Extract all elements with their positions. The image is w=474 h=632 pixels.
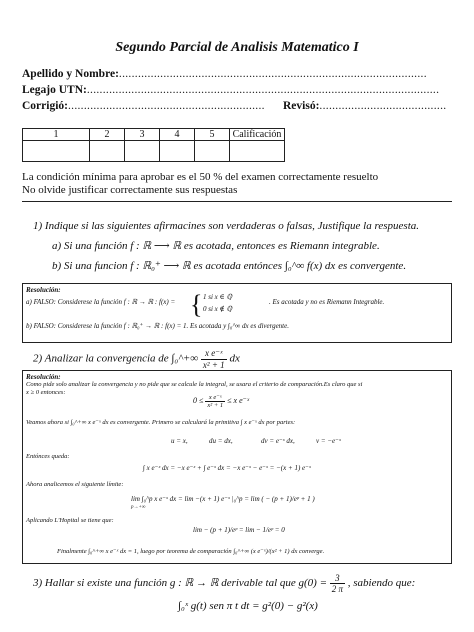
corrigio-label: Corrigió: — [22, 100, 68, 112]
q1-res-a-pre: a) FALSO: Considerese la función f : ℝ → ℝ : f(x) = — [26, 298, 176, 306]
q3-statement — [33, 573, 415, 594]
q2-inequality — [193, 393, 249, 409]
corrigio-field[interactable] — [22, 100, 265, 112]
q1-res-case2: 0 si x ∉ ℚ — [203, 305, 232, 313]
q2-parts-v: v = −e⁻ˣ — [316, 437, 341, 445]
q2-final-pre: Finalmente — [57, 548, 87, 555]
q1-resolution-label: Resolución: — [26, 286, 61, 294]
reviso-label: Revisó: — [283, 100, 320, 112]
q2-final-mid: luego por teorema de comparación — [140, 548, 232, 555]
q1-res-brace: { — [190, 290, 203, 319]
grade-header-2: 2 — [90, 129, 125, 141]
q1-b-pre: b) Si una funcion f : ℝ₀⁺ ⟶ ℝ es acotada entónces — [52, 260, 283, 272]
grade-header-5: 5 — [195, 129, 230, 141]
q3-number: 3) — [33, 577, 43, 590]
apellido-field[interactable] — [22, 68, 427, 80]
q2-resolution-label: Resolución: — [26, 373, 61, 381]
grade-header-1: 1 — [23, 129, 90, 141]
grade-cell-4[interactable] — [160, 141, 195, 162]
q2-res-line1: Como pide solo analizar la convergencia y no pide que se calcule la integral, se usara el criterio de comparación.Es claro que si — [26, 381, 363, 388]
note-justify: No olvide justificar correctamente sus respuestas — [22, 184, 238, 196]
q2-ineq-pre: 0 ≤ — [193, 395, 204, 405]
q2-veamos-pre: Veamos ahora si — [26, 419, 69, 426]
page-title: Segundo Parcial de Analisis Matematico I — [115, 40, 359, 55]
q2-fraction-den: x² + 1 — [202, 360, 225, 370]
q1-text: Indique si las siguientes afirmacines son verdaderas o falsas, Justifique la respuesta. — [44, 220, 419, 232]
q2-parts-dv: dv = e⁻ˣ dx, — [261, 437, 295, 445]
note-min-condition: La condición mínima para aprobar es el 50 % del examen correctamente resuelto — [22, 171, 379, 183]
reviso-dotted-line: ........................................ — [319, 100, 447, 112]
q2-veamos — [26, 418, 295, 426]
grade-cell-2[interactable] — [90, 141, 125, 162]
q1-res-a-post: . Es acotada y no es Riemann Integrable. — [269, 298, 385, 306]
q1-b-integral: ∫₀^∞ f(x) dx — [284, 260, 336, 272]
q1-item-b — [52, 259, 406, 272]
q2-primitive: ∫ x e⁻ˣ dx = −x e⁻ˣ + ∫ e⁻ˣ dx = −x e⁻ˣ − e⁻ˣ = −(x + 1) e⁻ˣ — [143, 464, 311, 472]
q2-parts-u: u = x, — [171, 437, 188, 445]
grade-header-3: 3 — [125, 129, 160, 141]
legajo-label: Legajo UTN: — [22, 84, 87, 96]
legajo-dotted-line: ............................................................................................................... — [86, 84, 440, 96]
corrigio-dotted-line: .............................................................. — [67, 100, 265, 112]
q3-fraction-num: 3 — [330, 573, 345, 584]
q2-hopital-expr: lim − (p + 1)/eᵖ = lim − 1/eᵖ = 0 — [193, 526, 285, 534]
q3-fraction-den: 2 π — [331, 584, 344, 594]
q2-final — [57, 547, 324, 555]
q3-fraction — [330, 573, 345, 594]
grades-table — [22, 128, 285, 162]
legajo-field[interactable] — [22, 84, 439, 96]
q2-ineq-den: x² + 1 — [207, 402, 224, 409]
q2-text: Analizar la convergencia de — [44, 352, 169, 365]
q1-number: 1) — [33, 220, 43, 232]
apellido-label: Apellido y Nombre: — [22, 68, 119, 80]
q2-dx: dx — [229, 352, 240, 365]
q2-limit-line: lim ∫₀^p x e⁻ˣ dx = lim −(x + 1) e⁻ˣ |₀^p = lim ( − (p + 1)/eᵖ + 1 ) — [131, 495, 315, 503]
grade-header-4: 4 — [160, 129, 195, 141]
q3-text-post: , sabiendo que: — [347, 577, 416, 590]
q2-final-post: converge. — [298, 548, 325, 555]
reviso-field[interactable] — [283, 100, 446, 112]
q2-veamos-post: es convergente. Primero se calculará la primitiva ∫ x e⁻ˣ dx por partes: — [110, 419, 296, 426]
q1-statement — [33, 220, 419, 232]
q1-item-a: a) Si una función f : ℝ ⟶ ℝ es acotada, entonces es Riemann integrable. — [52, 240, 380, 252]
apellido-dotted-line: ................................................................................................. — [118, 68, 427, 80]
grade-cell-calificacion[interactable] — [230, 141, 285, 162]
q2-entonces: Entónces queda: — [26, 453, 70, 460]
grade-cell-1[interactable] — [23, 141, 90, 162]
q2-final-int: ∫₀^+∞ x e⁻ˣ dx = 1, — [88, 548, 139, 555]
divider — [22, 201, 452, 202]
q2-ahora: Ahora analicemos el siguiente límite: — [26, 481, 124, 488]
q2-veamos-int: ∫₀^+∞ x e⁻ˣ dx — [70, 419, 109, 426]
q2-hopital: Aplicando L'Hopital se tiene que: — [26, 517, 114, 524]
q3-text-pre: Hallar si existe una función g : ℝ → ℝ derivable tal que g(0) = — [44, 577, 328, 590]
q1-res-b: b) FALSO: Considerese la función f : ℝ₀⁺ → ℝ : f(x) = 1. Es acotada y ∫₀^∞ dx es divergente. — [26, 322, 289, 330]
q1-resolution-box — [22, 283, 452, 343]
q2-fraction — [201, 348, 227, 370]
q2-resolution-box — [22, 370, 452, 564]
q2-ineq-fraction — [205, 393, 225, 409]
q2-limit-sub: p→+∞ — [131, 505, 146, 510]
q2-number: 2) — [33, 352, 43, 365]
grade-cell-5[interactable] — [195, 141, 230, 162]
q2-fraction-num: x e⁻ˣ — [201, 348, 227, 360]
grade-header-calificacion: Calificación — [230, 129, 285, 141]
q3-equation: ∫₀ˣ g(t) sen π t dt = g²(0) − g²(x) — [178, 600, 318, 612]
q2-statement — [33, 348, 240, 370]
grade-cell-3[interactable] — [125, 141, 160, 162]
q2-integral: ∫₀^+∞ — [171, 352, 199, 365]
q2-ineq-num: x e⁻ˣ — [205, 393, 225, 402]
q2-final-int2: ∫₀^+∞ (x e⁻ˣ)/(x² + 1) dx — [233, 548, 298, 555]
q2-parts-du: du = dx, — [209, 437, 233, 445]
q1-b-post: es convergente. — [338, 260, 407, 272]
q2-ineq-post: ≤ x e⁻ˣ — [227, 395, 250, 405]
q1-res-case1: 1 si x ∈ ℚ — [203, 293, 232, 301]
q2-res-line2: x ≥ 0 entonces: — [26, 389, 66, 396]
